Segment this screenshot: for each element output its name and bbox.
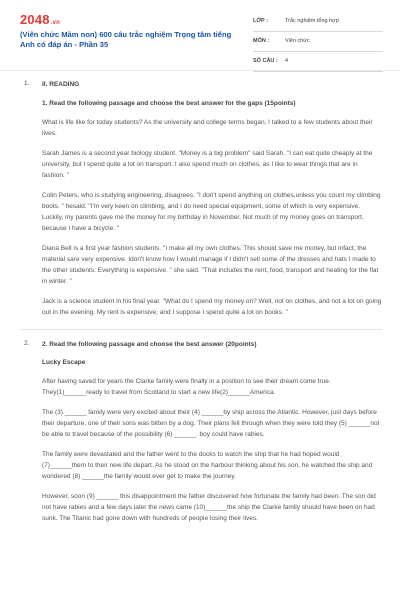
document-title: (Viên chức Mầm non) 600 câu trắc nghiệm Trọng tâm tiếng Anh có đáp án - Phần 35 bbox=[20, 30, 232, 49]
meta-value: 4 bbox=[285, 58, 289, 64]
meta-label: MÔN : bbox=[253, 38, 270, 44]
question-heading: 1. Read the following passage and choose the best answer for the gaps (15points) bbox=[42, 100, 296, 107]
meta-row-subject bbox=[253, 32, 383, 52]
question-block-1 bbox=[20, 80, 382, 318]
question-separator bbox=[20, 329, 382, 330]
passage-paragraph: The family were devastated and the father went to the docks to watch the ship that he had hoped would (7)______them to their new life depart. As he stood on the harbour thinking about his son, he watched the ship and wondered (8) ______the family would ever get to make the journey. bbox=[42, 451, 373, 480]
passage-paragraph: Jack is a science student in his final year. "What do I spend my money on? Well, not on clothes, and not a lot on going out in the evening. My rent is expensive, and I suppose I spend quite a lot on books. " bbox=[42, 298, 382, 316]
section-heading: II. READING bbox=[42, 81, 80, 88]
question-heading: 2. Read the following passage and choose the best answer (20points) bbox=[42, 341, 257, 348]
meta-label: SỐ CÂU : bbox=[253, 58, 278, 64]
passage-paragraph: Sarah James is a second year biology student. "Money is a big problem" said Sarah. "I can eat quite cheaply at the university, but I spend quite a lot on transport. I also spend much on clothes, as I like to wear things that are in fashion. " bbox=[42, 150, 373, 179]
meta-row-class bbox=[253, 12, 383, 32]
document-content bbox=[20, 80, 382, 524]
story-title: Lucky Escape bbox=[42, 359, 86, 366]
logo-text: 2048 bbox=[20, 12, 50, 27]
passage-paragraph: After having saved for years the Clarke family were finally in a position to see their dream come true. They(1)______ready to travel from Scotland to start a new life(2)______America. bbox=[42, 378, 331, 396]
meta-label: LỚP : bbox=[253, 18, 268, 24]
meta-value: Viên chức bbox=[285, 38, 310, 44]
passage-paragraph: Diana Bell is a first year fashion students. "I make all my own clothes. This should save me money, but infact, the material sare very expensive. Idon't know how I would manage if I didn't sell some of the dresses and hats I made to the other students. Everything is expensive. " she said. "That includes the rent, food, transport and heating for the flat in winter. " bbox=[42, 245, 379, 285]
site-logo[interactable] bbox=[20, 12, 60, 27]
page-header bbox=[0, 0, 400, 72]
item-number: 1. bbox=[24, 80, 30, 87]
passage-paragraph: The (3) ______ family were very excited about their (4) ______by ship across the Atlantic. However, just days before their departure, one of their sons was bitten by a dog. Their plans fell through when they were told they (5) ______not be able to travel because of the possibility (6) ______. boy could have rabies. bbox=[42, 409, 380, 438]
passage-paragraph: What is life like for today students? As the university and college terms began, I talked to a few students about their lives. bbox=[42, 119, 373, 137]
logo-suffix: .vn bbox=[50, 20, 61, 26]
header-divider bbox=[0, 70, 400, 71]
meta-value: Trắc nghiệm tổng hợp bbox=[285, 18, 339, 24]
meta-row-question-count bbox=[253, 52, 383, 72]
passage-paragraph: Colin Peters, who is studying engineering, disagrees. "I don't spend anything on clothes,unless you count my climbing boots. " hesaid. "I'm very keen on climbing, and I do need special equipment, some of which is very expensive. Luckily, my parents gave me the money for my birthday in November. Not much of my money goes on transport, because I have a bicycle. " bbox=[42, 192, 381, 232]
passage-paragraph: However, soon (9) ______ this disappointment the father discovered how fortunate the family had been. The son did not have rabies and a few days later the news came (10)______the ship the Clarke family should have been on had sunk. The Titanic had gone down with hundreds of people losing their lives. bbox=[42, 493, 376, 522]
question-block-2 bbox=[20, 340, 382, 524]
item-number: 2. bbox=[24, 340, 30, 347]
meta-info-box bbox=[253, 12, 383, 72]
